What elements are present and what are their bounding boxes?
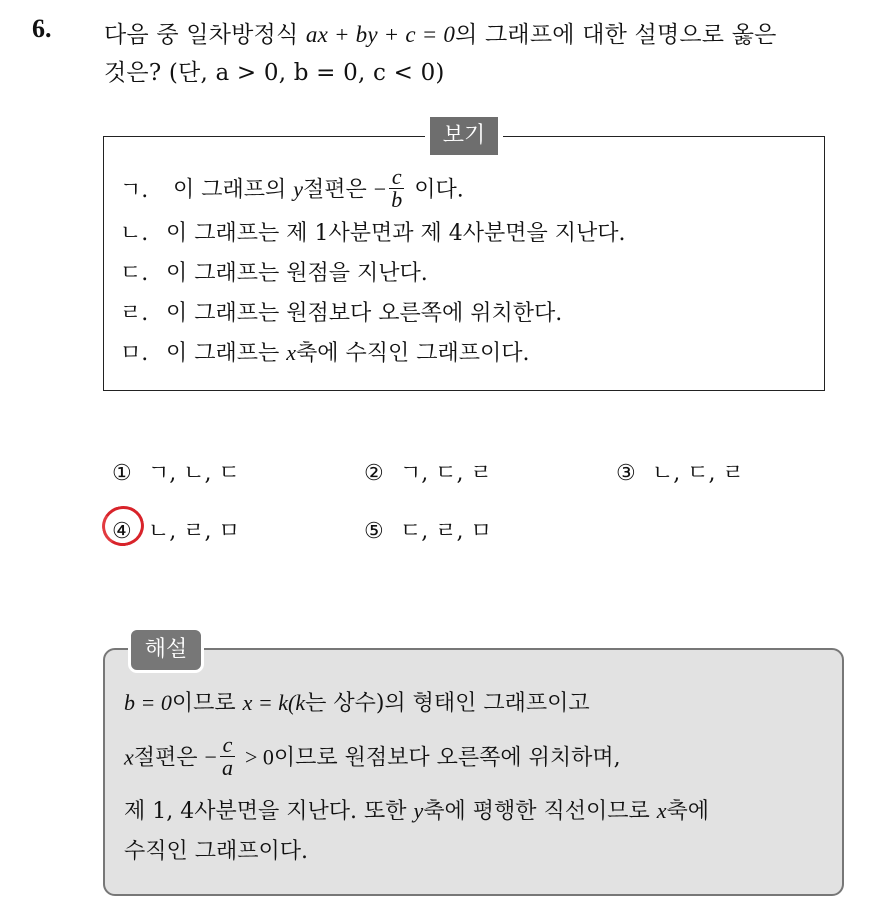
- question-text-line2: 것은? (단, a > 0, b = 0, c < 0): [104, 60, 445, 86]
- math-expr: x = k(k: [242, 690, 306, 715]
- bogi-marker: ㅁ.: [120, 341, 149, 366]
- solution-text: 축에: [666, 799, 710, 824]
- bogi-text: 이다.: [414, 177, 464, 203]
- fraction: [389, 166, 404, 211]
- question-number: 6.: [32, 14, 52, 43]
- bogi-marker: ㄷ.: [120, 261, 149, 286]
- solution-text: 는 상수)의 형태인 그래프이고: [305, 691, 590, 716]
- frac-denominator: b: [391, 187, 403, 212]
- bogi-marker: ㄱ.: [120, 177, 149, 203]
- bogi-text: 이 그래프의: [173, 177, 287, 203]
- choice-text: ㄱ, ㄴ, ㄷ: [148, 461, 240, 486]
- bogi-label: 보기: [430, 117, 498, 155]
- math-var: x: [286, 340, 297, 365]
- solution-line-3: [124, 794, 709, 825]
- choice-number: ④: [112, 519, 132, 544]
- question-text-post: 의 그래프에 대한 설명으로 옳은: [455, 22, 777, 48]
- choice-1[interactable]: [112, 456, 240, 487]
- bogi-text: 축에 수직인 그래프이다.: [296, 341, 530, 366]
- math-var: x: [124, 744, 134, 770]
- bogi-text: 이 그래프는 원점보다 오른쪽에 위치한다.: [166, 301, 563, 326]
- question-text-line1: [104, 16, 777, 49]
- math-var: y: [293, 176, 304, 202]
- solution-line-4: 수직인 그래프이다.: [124, 839, 309, 864]
- choice-3[interactable]: [616, 456, 744, 487]
- choice-number: ②: [364, 461, 384, 486]
- math-var: y: [413, 798, 424, 823]
- bogi-item-5: [120, 336, 530, 367]
- math-expr: > 0: [244, 744, 274, 770]
- question-equation: ax + by + c = 0: [305, 22, 456, 47]
- solution-text: 제 1, 4사분면을 지난다. 또한: [124, 799, 407, 824]
- bogi-item-3: [120, 256, 428, 287]
- question-text-pre: 다음 중 일차방정식: [104, 22, 299, 48]
- frac-numerator: c: [220, 734, 235, 757]
- choice-5[interactable]: [364, 514, 492, 545]
- bogi-item-4: [120, 296, 562, 327]
- bogi-marker: ㄴ.: [120, 221, 149, 246]
- frac-sign: −: [373, 176, 387, 202]
- bogi-text: 이 그래프는: [166, 341, 280, 366]
- solution-line-1: [124, 686, 590, 717]
- choice-2[interactable]: [364, 456, 492, 487]
- choice-text: ㄴ, ㄷ, ㄹ: [652, 461, 744, 486]
- math-var: x: [656, 798, 667, 823]
- bogi-text: 이 그래프는 제 1사분면과 제 4사분면을 지난다.: [166, 221, 626, 246]
- solution-label: 해설: [128, 627, 204, 673]
- choice-text: ㄷ, ㄹ, ㅁ: [400, 519, 492, 544]
- frac-sign: −: [204, 744, 217, 770]
- bogi-text: 절편은: [303, 177, 367, 203]
- choice-number: ③: [616, 461, 636, 486]
- solution-line-2: [124, 732, 621, 781]
- solution-text: 절편은: [133, 745, 198, 771]
- choice-number: ①: [112, 461, 132, 486]
- frac-numerator: c: [389, 166, 404, 189]
- frac-denominator: a: [221, 755, 233, 780]
- choice-number: ⑤: [364, 519, 384, 544]
- solution-text: 축에 평행한 직선이므로: [423, 799, 650, 824]
- fraction: [220, 734, 235, 779]
- choice-text: ㄱ, ㄷ, ㄹ: [400, 461, 492, 486]
- solution-text: 이므로: [171, 691, 236, 716]
- bogi-item-2: [120, 216, 625, 247]
- bogi-text: 이 그래프는 원점을 지난다.: [166, 261, 428, 286]
- bogi-item-1: [120, 164, 464, 213]
- solution-text: 이므로 원점보다 오른쪽에 위치하며,: [273, 745, 621, 771]
- math-expr: b = 0: [124, 690, 172, 715]
- bogi-marker: ㄹ.: [120, 301, 149, 326]
- choice-text: ㄴ, ㄹ, ㅁ: [148, 519, 240, 544]
